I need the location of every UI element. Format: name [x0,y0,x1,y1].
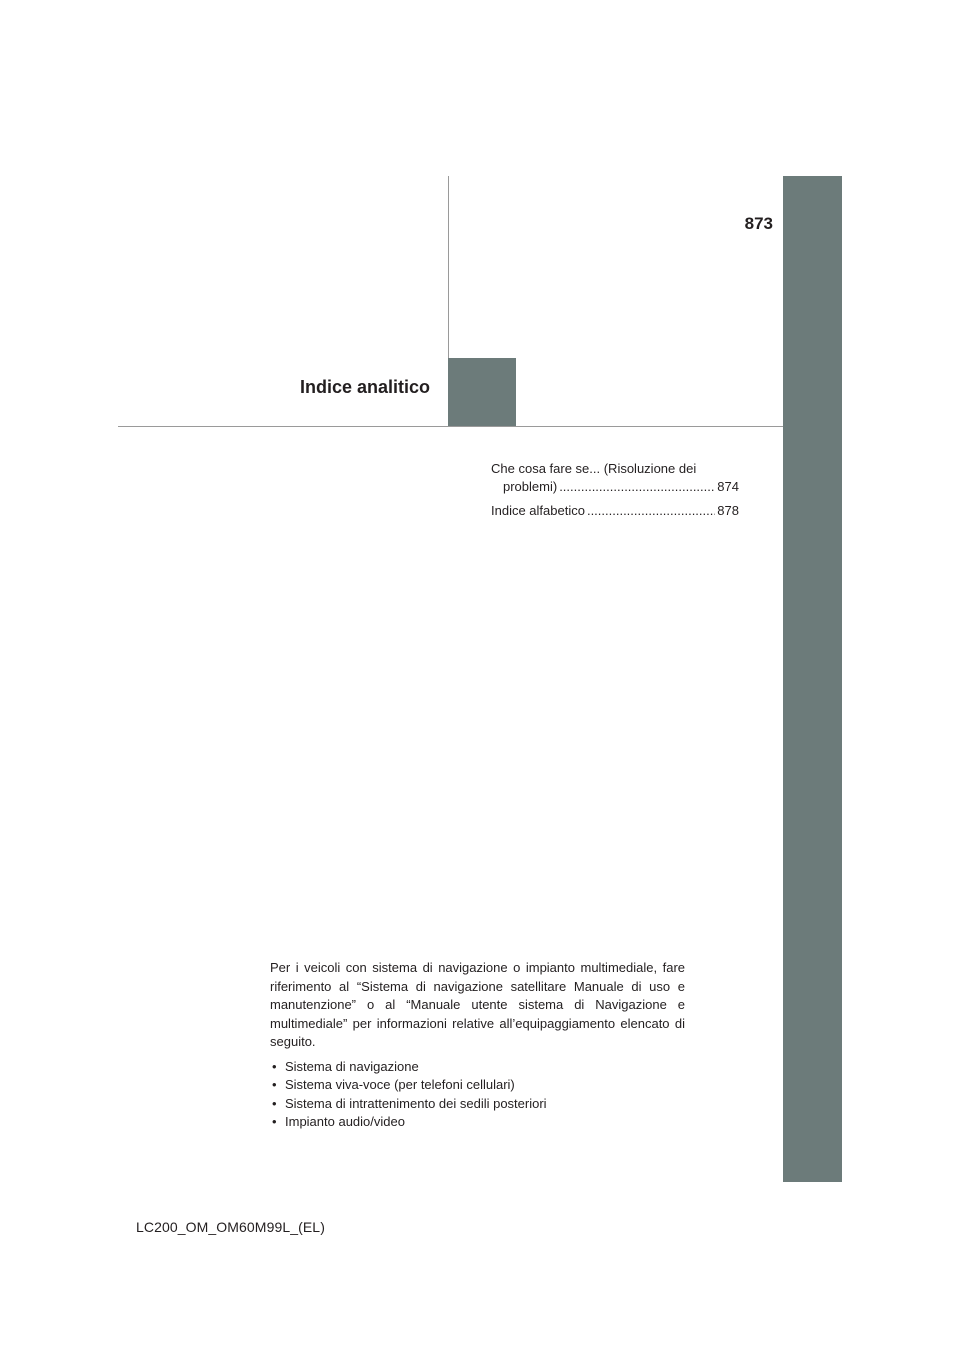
chapter-side-tab [783,176,842,1182]
dot-leader [559,478,715,496]
list-item: • Impianto audio/video [270,1113,685,1132]
note-paragraph: Per i veicoli con sistema di navigazione o impianto multimediale, fare riferimento al “Sistema di navigazione satellitare Manuale di uso e manutenzione” o al “Manuale utente sistema di Navigazione e multimediale” per informazioni relative all’equipaggiamento elencato di seguito. [270,960,685,1049]
list-item: • Sistema di intrattenimento dei sedili posteriori [270,1095,685,1114]
toc-entry-title: Che cosa fare se... (Risoluzione dei [491,461,697,476]
page-number: 873 [744,214,773,233]
bullet-icon: • [272,1095,277,1111]
table-of-contents [491,460,739,526]
dot-leader [587,502,715,520]
section-title: Indice analitico [299,377,430,397]
navigation-note [270,959,685,1132]
title-color-block [448,358,516,426]
bullet-icon: • [272,1058,277,1074]
list-item: • Sistema viva-voce (per telefoni cellulari) [270,1076,685,1095]
equipment-list [270,1058,685,1132]
toc-entry-alphabetical-index[interactable] [491,502,739,520]
toc-entry-page: 878 [717,503,739,518]
bullet-icon: • [272,1077,277,1092]
toc-entry-troubleshooting[interactable] [491,460,739,496]
document-code-footer: LC200_OM_OM60M99L_(EL) [136,1219,325,1235]
bullet-icon: • [272,1114,277,1129]
toc-entry-title-continued: problemi) [503,479,558,494]
toc-entry-page: 874 [717,479,739,494]
horizontal-divider [118,426,783,427]
list-item: • Sistema di navigazione [270,1058,685,1077]
toc-entry-title: Indice alfabetico [491,503,585,518]
